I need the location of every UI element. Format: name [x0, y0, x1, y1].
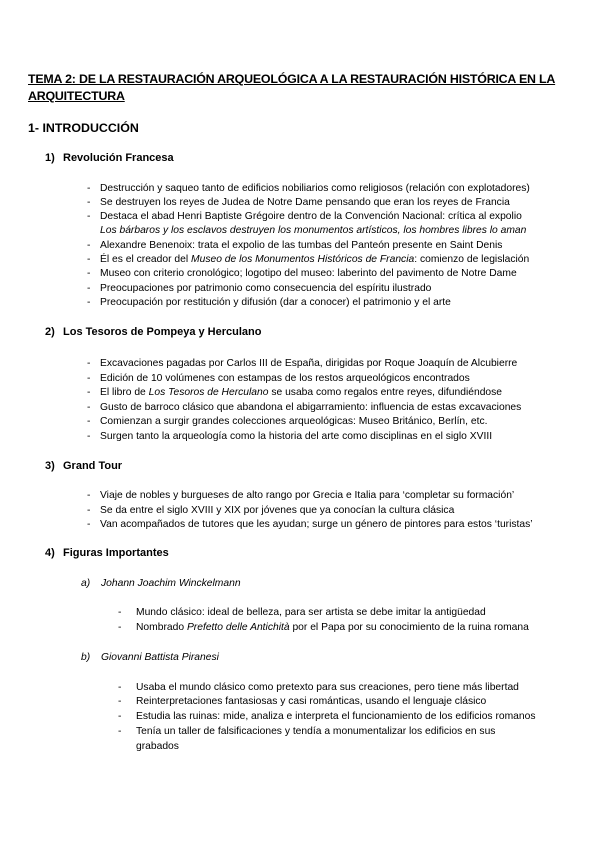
bullet-dash: - — [87, 358, 91, 369]
list-item-text: Estudia las ruinas: mide, analiza e interpreta el funcionamiento de los edificios romanos — [136, 711, 536, 722]
figure-name: Johann Joachim Winckelmann — [101, 578, 241, 589]
list-item-text: Destrucción y saqueo tanto de edificios nobiliarios como religiosos (relación con explotadores) — [100, 183, 530, 194]
figure-letter: a) — [81, 578, 91, 589]
list-item-text: Usaba el mundo clásico como pretexto para sus creaciones, pero tiene más libertad — [136, 682, 519, 693]
list-item-text: Museo con criterio cronológico; logotipo del museo: laberinto del pavimento de Notre Dame — [100, 268, 517, 279]
quote-text: Los bárbaros y los esclavos destruyen los monumentos artísticos, los hombres libres lo aman — [100, 225, 527, 236]
document-title: TEMA 2: DE LA RESTAURACIÓN ARQUEOLÓGICA A LA RESTAURACIÓN HISTÓRICA EN LA ARQUITECTURA — [28, 72, 556, 103]
list-item-text: Excavaciones pagadas por Carlos III de España, dirigidas por Roque Joaquín de Alcubierre — [100, 358, 518, 369]
list-item-text — [100, 386, 502, 400]
bullet-dash: - — [87, 416, 91, 427]
list-item-text: Destaca el abad Henri Baptiste Grégoire dentro de la Convención Nacional: crítica al expolio — [100, 211, 522, 222]
list-item-text: Viaje de nobles y burgueses de alto rango por Grecia e Italia para ‘completar su formación’ — [100, 490, 515, 501]
list-item-text — [136, 621, 529, 635]
subsection-number: 4) — [45, 547, 55, 559]
bullet-dash: - — [87, 240, 91, 251]
list-item-text: Preocupaciones por patrimonio como consecuencia del espíritu ilustrado — [100, 283, 432, 294]
list-item-text: Se destruyen los reyes de Judea de Notre Dame pensando que eran los reyes de Francia — [100, 197, 510, 208]
list-item-text: Alexandre Benenoix: trata el expolio de las tumbas del Panteón presente en Saint Denis — [100, 240, 503, 251]
bullet-dash: - — [87, 519, 91, 530]
bullet-dash: - — [87, 373, 91, 384]
bullet-dash: - — [87, 197, 91, 208]
subsection-title: Grand Tour — [63, 460, 123, 472]
list-item-text: Mundo clásico: ideal de belleza, para ser artista se debe imitar la antigüedad — [136, 607, 486, 618]
bullet-dash: - — [87, 254, 91, 265]
list-item-text: Comienzan a surgir grandes colecciones arqueológicas: Museo Británico, Berlín, etc. — [100, 416, 488, 427]
figure-heading-winckelmann — [81, 578, 241, 589]
bullet-dash: - — [118, 682, 122, 693]
bullet-dash: - — [118, 711, 122, 722]
list-item-text: Reinterpretaciones fantasiosas y casi románticas, usando el lenguaje clásico — [136, 696, 487, 707]
bullet-dash: - — [87, 183, 91, 194]
bullet-dash: - — [118, 696, 122, 707]
text-run: El libro de — [100, 387, 149, 398]
subsection-title: Figuras Importantes — [63, 547, 169, 559]
bullet-dash: - — [87, 387, 91, 398]
list-item-text: Van acompañados de tutores que les ayudan; surge un género de pintores para estos ‘turistas’ — [100, 519, 533, 530]
list-item-text: Se da entre el siglo XVIII y XIX por jóvenes que ya conocían la cultura clásica — [100, 505, 455, 516]
list-item-text: grabados — [136, 741, 179, 752]
subsection-number: 3) — [45, 460, 55, 472]
list-item-text: Gusto de barroco clásico que abandona el abigarramiento: influencia de estas excavaciones — [100, 402, 522, 413]
bullet-dash: - — [87, 283, 91, 294]
museum-name: Museo de los Monumentos Históricos de Francia — [191, 254, 415, 265]
bullet-dash: - — [87, 505, 91, 516]
list-item-text: Preocupación por restitución y difusión (dar a conocer) el patrimonio y el arte — [100, 297, 451, 308]
bullet-dash: - — [87, 490, 91, 501]
subsection-title: Revolución Francesa — [63, 152, 174, 164]
subsection-heading-pompeya — [45, 326, 261, 338]
bullet-dash: - — [118, 607, 122, 618]
text-run: se usaba como regalos entre reyes, difundiéndose — [268, 387, 503, 398]
text-run: : comienzo de legislación — [414, 254, 530, 265]
list-item-text: Tenía un taller de falsificaciones y tendía a monumentalizar los edificios en sus — [136, 726, 496, 737]
text-run: Él es el creador del — [100, 254, 192, 265]
section-heading-introduccion: 1- INTRODUCCIÓN — [28, 121, 139, 135]
subsection-heading-revolucion — [45, 152, 174, 164]
bullet-dash: - — [87, 402, 91, 413]
title-name: Prefetto delle Antichità — [186, 622, 290, 633]
text-run: Nombrado — [136, 622, 187, 633]
subsection-number: 1) — [45, 152, 55, 164]
subsection-heading-grand-tour — [45, 460, 122, 472]
subsection-title: Los Tesoros de Pompeya y Herculano — [63, 326, 262, 338]
figure-heading-piranesi — [81, 652, 219, 663]
list-item-text: Edición de 10 volúmenes con estampas de los restos arqueológicos encontrados — [100, 373, 470, 384]
bullet-dash: - — [87, 211, 91, 222]
subsection-heading-figuras — [45, 547, 169, 559]
bullet-dash: - — [118, 622, 122, 633]
figure-name: Giovanni Battista Piranesi — [101, 652, 219, 663]
list-item-text: Surgen tanto la arqueología como la historia del arte como disciplinas en el siglo XVIII — [100, 431, 493, 442]
figure-letter: b) — [81, 652, 91, 663]
bullet-dash: - — [87, 431, 91, 442]
text-run: por el Papa por su conocimiento de la ruina romana — [289, 622, 529, 633]
bullet-dash: - — [118, 726, 122, 737]
subsection-number: 2) — [45, 326, 55, 338]
list-item-text — [100, 253, 529, 267]
bullet-dash: - — [87, 297, 91, 308]
book-title: Los Tesoros de Herculano — [148, 387, 269, 398]
bullet-dash: - — [87, 268, 91, 279]
